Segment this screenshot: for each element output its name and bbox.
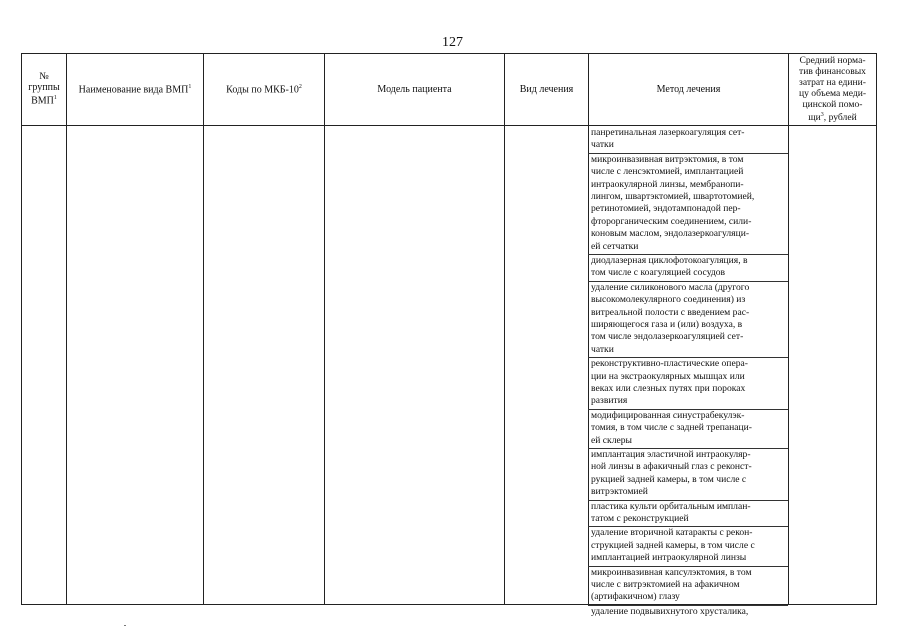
column-divider [66,53,67,605]
method-text-line: панретинальная лазеркоагуляция сет- [591,127,745,138]
header-text: тив финансовых [799,65,866,77]
header-text: ВМП [31,95,54,107]
header-treatment-method [589,53,788,125]
method-text-line: интраокулярной линзы, мембранопи- [591,178,744,190]
header-text: Коды по МКБ-10 [226,84,299,96]
method-text-line: ретинотомией, эндотампонадой пер- [591,203,741,215]
method-text-line: лингом, швартэктомией, швартотомией, [591,191,755,203]
header-text: Средний норма- [799,54,866,66]
header-text: Метод лечения [656,83,721,95]
method-text-line: высокомолекулярного соединения) из [591,294,746,306]
method-text-line: чатки [591,139,614,151]
header-patient-model [325,53,504,125]
method-text-line: ной линзы в афакичный глаз с реконст- [591,461,752,473]
method-text-line: татом с реконструкцией [591,513,689,524]
method-text-line: том числе эндолазеркоагуляцией сет- [591,331,744,343]
method-text-line: ей сетчатки [591,240,639,252]
scan-speck [124,625,126,626]
method-text-line: веках или слезных путях при пороках [591,383,746,394]
header-vmp-name [67,53,203,125]
page-number: 127 [442,35,463,50]
method-cell [588,358,788,408]
method-cell [588,410,788,447]
method-text-line: струкцией задней камеры, в том числе с [591,539,755,551]
method-text-line: томия, в том числе с задней трепанаци- [591,422,752,434]
method-cell [588,567,788,604]
column-divider [21,53,22,605]
column-divider [876,53,877,605]
header-text: № [39,71,49,83]
footnote-mark: 3 [820,111,824,118]
method-cell [588,527,788,564]
method-text-line: развития [591,395,628,407]
column-divider [504,53,505,605]
header-text: цу объема меди- [798,87,867,99]
method-cell [588,255,788,280]
footnote-mark: 2 [298,84,302,91]
method-text-line: реконструктивно-пластические опера- [591,358,748,370]
column-divider [788,53,789,605]
method-cell [588,154,788,253]
method-text-line: удаление силиконового масла (другого [591,281,750,293]
method-text-line: микроинвазивная витрэктомия, в том [591,153,744,165]
method-text-line: ей склеры [591,434,632,446]
header-icd-codes [204,53,324,125]
method-text-line: микроинвазивная капсулэктомия, в том [591,566,752,578]
method-text-line: диодлазерная циклофотокоагуляция, в [591,255,748,266]
method-text-line: удаление вторичной катаракты с рекон- [591,527,753,539]
footnote-mark: 1 [53,95,57,102]
column-divider [203,53,204,605]
method-text-line: имплантацией интраокулярной линзы [591,552,747,564]
header-group-number [22,53,66,125]
method-text-line: ции на экстраокулярных мышцах или [591,370,745,382]
method-text-line: коновым маслом, эндолазеркоагуляци- [591,228,750,240]
method-text-line: числе с витрэктомией на афакичном [591,579,740,590]
treatment-table [21,53,877,617]
column-divider [324,53,325,605]
method-cell [588,606,788,618]
method-text-line: ширяющегося газа и (или) воздуха, в [591,319,743,331]
method-text-line: чатки [591,343,614,355]
header-text: щи [808,112,821,124]
method-text-line: фторорганическим соединением, сили- [591,215,752,227]
method-text-line: модифицированная синустрабекулэк- [591,409,745,421]
method-cell [588,282,788,356]
header-text: , рублей [823,112,857,124]
footnote-mark: 1 [188,84,192,91]
method-cell [588,501,788,526]
header-text: затрат на едини- [799,76,866,88]
method-cell [588,127,788,152]
header-text: группы [28,82,60,94]
header-average-cost [789,53,876,125]
method-text-line: том числе с коагуляцией сосудов [591,267,726,279]
header-text: Модель пациента [377,83,452,95]
method-column [588,126,788,617]
header-treatment-type [505,53,588,125]
header-text: Вид лечения [519,83,574,95]
method-text-line: имплантация эластичной интраокуляр- [591,449,751,460]
method-text-line: рукцией задней камеры, в том числе с [591,473,747,485]
method-text-line: витреальной полости с введением рас- [591,306,750,318]
header-text: цинской помо- [802,98,863,110]
method-cell [588,449,788,499]
method-text-line: витрэктомией [591,486,648,498]
method-text-line: (артифакичном) глазу [591,591,680,603]
method-text-line: числе с ленсэктомией, имплантацией [591,166,744,178]
method-text-line: пластика культи орбитальным имплан- [591,500,751,512]
header-text: Наименование вида ВМП [78,84,189,96]
method-text-line: удаление подвывихнутого хрусталика, [591,605,749,617]
